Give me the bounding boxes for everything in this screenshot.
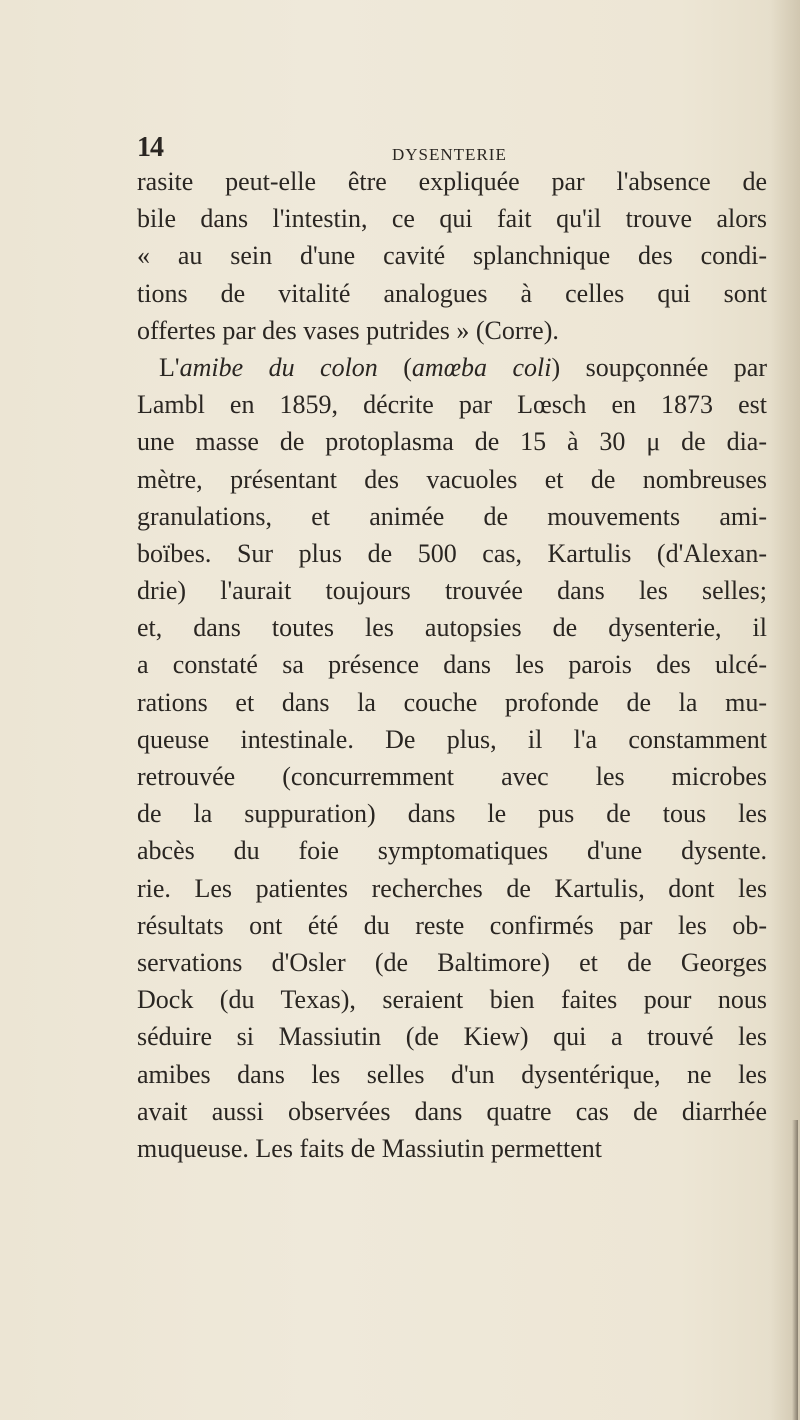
text-line-italic-mixed [137,349,767,386]
text-line: boïbes. Sur plus de 500 cas, Kartulis (d'Alexan- [137,538,767,568]
text-line: « au sein d'une cavité splanchnique des condi- [137,241,767,271]
text-line: a constaté sa présence dans les parois des ulcé- [137,650,767,680]
page-edge-binding [792,1120,798,1420]
page-number: 14 [137,132,163,163]
body-text [137,163,767,1167]
text-line: rasite peut-elle être expliquée par l'absence de [137,167,767,196]
text-line: avait aussi observées dans quatre cas de diarrhée [137,1096,767,1126]
text-line: résultats ont été du reste confirmés par les ob- [137,910,767,940]
italic-term: amœba coli [411,352,552,382]
page-header [137,128,677,168]
text-line: queuse intestinale. De plus, il l'a constamment [137,724,767,754]
text-line: abcès du foie symptomatiques d'une dysente. [137,836,767,866]
text-line: bile dans l'intestin, ce qui fait qu'il trouve alors [137,204,767,234]
text-line: rie. Les patientes recherches de Kartulis, dont les [137,873,767,903]
text-line: amibes dans les selles d'un dysentérique, ne les [137,1059,767,1089]
text-line: drie) l'aurait toujours trouvée dans les selles; [137,576,767,606]
text-line: séduire si Massiutin (de Kiew) qui a trouvé les [137,1022,767,1052]
text-line: une masse de protoplasma de 15 à 30 μ de dia- [137,427,767,457]
text-line: muqueuse. Les faits de Massiutin permettent [137,1133,603,1163]
text-line: Lambl en 1859, décrite par Lœsch en 1873 est [137,390,767,420]
italic-term: amibe du colon [179,352,378,382]
text-line: granulations, et animée de mouvements ami- [137,501,767,531]
text-line: et, dans toutes les autopsies de dysenterie, il [137,613,767,643]
text-line: offertes par des vases putrides » (Corre). [137,315,559,345]
running-head: DYSENTERIE [392,145,507,164]
line-fragment: ) soupçonnée par [551,352,767,382]
text-line: servations d'Osler (de Baltimore) et de Georges [137,947,767,977]
text-line: rations et dans la couche profonde de la mu- [137,687,767,717]
line-fragment: ( [377,352,412,382]
text-line: tions de vitalité analogues à celles qui sont [137,278,767,308]
text-line: Dock (du Texas), seraient bien faites pour nous [137,985,767,1015]
line-fragment: L' [159,352,180,382]
text-line: mètre, présentant des vacuoles et de nombreuses [137,464,767,494]
text-line: de la suppuration) dans le pus de tous les [137,799,767,829]
text-line: retrouvée (concurremment avec les microbes [137,762,767,791]
